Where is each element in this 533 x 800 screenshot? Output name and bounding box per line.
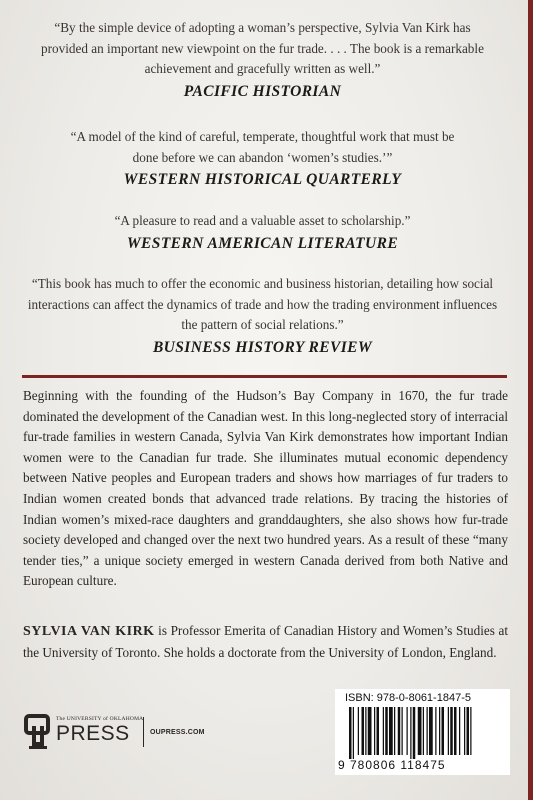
barcode-bar [435,707,436,755]
review-source: BUSINESS HISTORY REVIEW [152,338,373,356]
barcode-bar [402,707,403,755]
barcode-digits: 9 780806 118475 [338,758,446,772]
author-bio-text: is Professor Emerita of Canadian History and Women’s Studies at the University of Toronto. She holds a doctorate from the University of London, England. [23,623,508,660]
review-text: “By the simple device of adopting a woman’s perspective, Sylvia Van Kirk has provided an important new viewpoint on the fur trade. . . . The book is a remarkable achievement and gracefully written as well.” [41,20,484,76]
review-source: PACIFIC HISTORIAN [183,82,342,100]
barcode-bar [368,707,372,755]
barcode-bar [418,707,422,755]
barcode-bar [358,707,359,755]
book-description: Beginning with the founding of the Hudson’s Bay Company in 1670, the fur trade dominated the development of the Canadian west. In this long-neglected story of interracial fur-trade families in western Canada, Sylvia Van Kirk demonstrates how important Indian women were to the Canadian fur trade. She illuminates mutual economic dependency between Native peoples and European traders and shows how marriages of fur traders to Indian women created bonds that advanced trade relations. By tracing the histories of Indian women’s mixed-race daughters and granddaughters, she also shows how fur-trade society developed and changed over the next two hundred years. As a result of these “many tender ties,” a unique society emerged in western Canada derived from both Native and European culture. [23,388,508,589]
university-name: The UNIVERSITY of OKLAHOMA [56,716,144,722]
publisher-logo [23,712,223,752]
publisher-website: OUPRESS.COM [150,729,205,736]
barcode-bar [454,707,457,755]
review-quote-3 [20,211,505,255]
barcode-bar [398,707,401,755]
review-quote-2 [20,127,505,191]
ou-monogram-icon [23,712,53,752]
review-text: “A pleasure to read and a valuable asset to scholarship.” [114,213,411,228]
barcode-bar [374,707,375,755]
isbn-label: ISBN: 978-0-8061-1847-5 [345,692,471,704]
barcode-bar [385,707,388,755]
barcode-bar [459,707,460,755]
review-quote-4 [20,274,505,359]
barcode-bar [464,707,465,755]
barcode-bar [394,707,395,755]
barcode-bar [410,707,411,759]
author-bio [23,621,508,663]
barcode-bar [413,707,416,759]
barcode-bar [439,707,440,755]
barcode-bar [448,707,449,755]
barcode-bar [383,707,384,755]
review-text: “A model of the kind of careful, temperate, thoughtful work that must be done before we can abandon ‘women’s studies.’” [70,129,455,165]
barcode-bar [389,707,393,755]
barcode-bar [353,707,354,759]
spine-edge-band [528,0,533,800]
barcode-bar [407,707,408,755]
section-divider [22,375,507,378]
barcode-bar [467,707,470,755]
press-name: PRESS [56,722,130,745]
author-name: SYLVIA VAN KIRK [23,624,155,639]
publisher-separator [143,717,144,747]
barcode-bar [377,707,380,755]
isbn-barcode [335,689,510,775]
review-text: “This book has much to offer the economic and business historian, detailing how social interactions can affect the dynamics of trade and how the trading environment influences the pattern of social relations.” [27,276,498,332]
barcode-bar [349,707,352,759]
review-source: WESTERN AMERICAN LITERATURE [126,234,399,252]
barcode-bar [429,707,433,755]
barcode-bar [423,707,424,755]
barcode-bar [427,707,428,755]
barcode-bar [450,707,453,755]
barcode-bar [365,707,366,755]
barcode-bar [470,707,471,755]
review-quote-1 [20,18,505,103]
barcode-bar [442,707,445,755]
barcode-bar [362,707,365,755]
review-source: WESTERN HISTORICAL QUARTERLY [123,171,402,188]
